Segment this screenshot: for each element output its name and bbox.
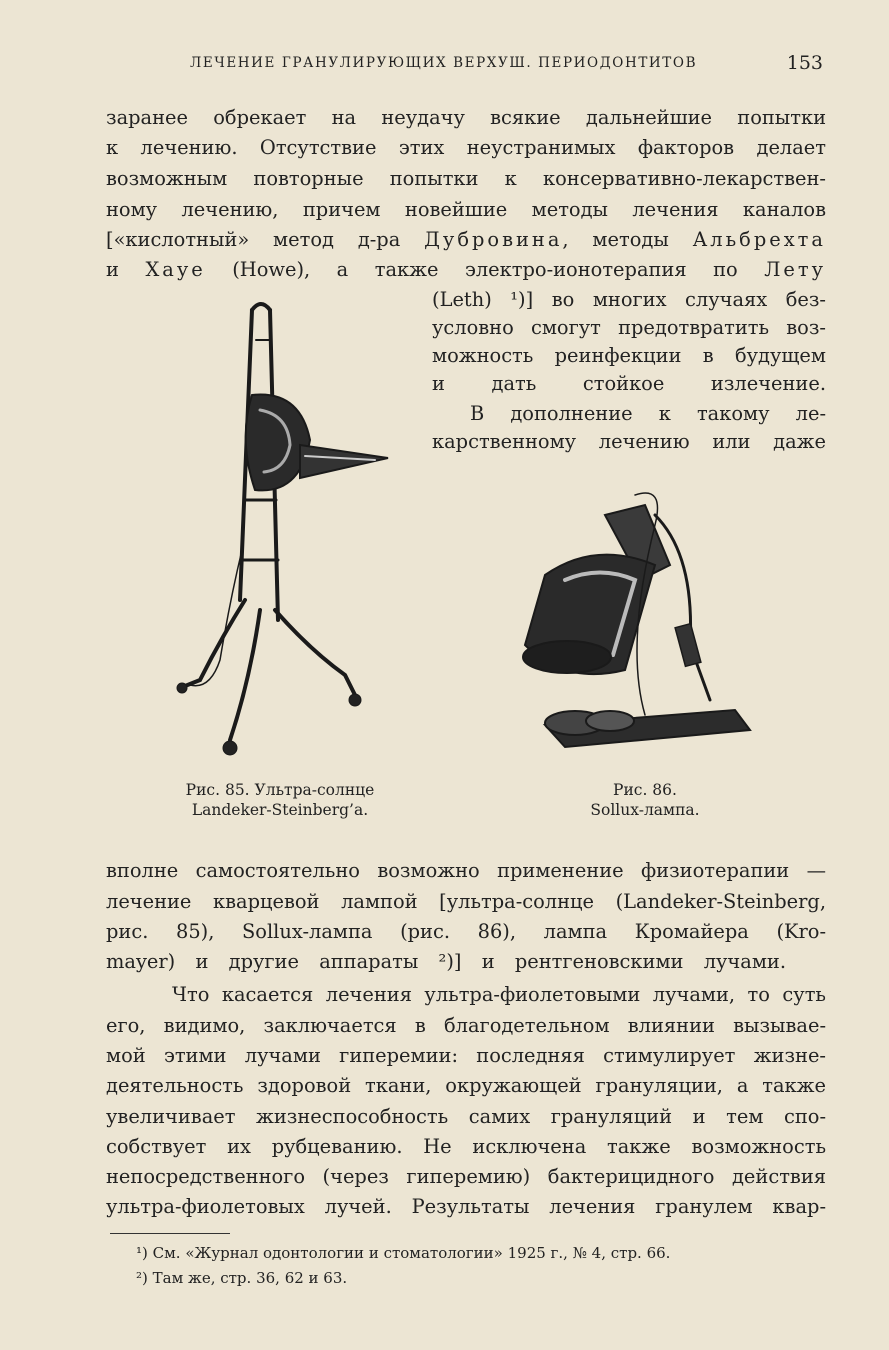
header-title: ЛЕЧЕНИЕ ГРАНУЛИРУЮЩИХ ВЕРХУШ. ПЕРИОДОНТИТОВ: [190, 55, 698, 71]
text-line: рис. 85), Sollux-лампа (рис. 86), лампа Кромайера (Kro-: [106, 920, 826, 943]
text-fragment: (Howe), а также электро-ионотерапия по: [205, 258, 765, 281]
text-line: ультра-фиолетовых лучей. Результаты лечения гранулем квар-: [106, 1195, 826, 1218]
text-line: непосредственного (через гиперемию) бактерицидного действия: [106, 1165, 826, 1188]
text-line: [106, 225, 826, 255]
text-line: Что касается лечения ультра-фиолетовыми лучами, то суть: [172, 983, 826, 1006]
figure-86-caption: [540, 780, 750, 820]
text-line: условно смогут предотвратить воз-: [432, 316, 826, 339]
text-line: [106, 255, 826, 285]
running-header: [110, 48, 823, 78]
text-line: ному лечению, причем новейшие методы лечения каналов: [106, 198, 826, 221]
author-name: Хауе: [145, 258, 206, 281]
text-fragment: и: [106, 258, 146, 281]
caption-line: Рис. 85. Ультра-солнце: [185, 781, 375, 799]
text-line: mayer) и другие аппараты ²)] и рентгеновскими лучами.: [106, 950, 786, 973]
caption-line: Landeker-Steinberg’a.: [191, 801, 369, 819]
page-number: 153: [786, 52, 823, 74]
text-line: В дополнение к такому ле-: [470, 402, 826, 425]
text-line: можность реинфекции в будущем: [432, 344, 826, 367]
figure-85-ultra-sun-lamp: [160, 300, 400, 770]
text-line: его, видимо, заключается в благодетельном влиянии вызывае-: [106, 1014, 826, 1037]
footnote-2: ²) Там же, стр. 36, 62 и 63.: [136, 1269, 348, 1287]
caption-line: Sollux-лампа.: [590, 801, 700, 819]
text-fragment: , методы: [562, 228, 693, 251]
author-name: Дубровина: [424, 228, 563, 251]
text-line: возможным повторные попытки к консервативно-лекарствен-: [106, 167, 826, 190]
text-line: мой этими лучами гиперемии: последняя стимулирует жизне-: [106, 1044, 826, 1067]
caption-line: Рис. 86.: [613, 781, 677, 799]
text-line: собствует их рубцеванию. Не исключена также возможность: [106, 1135, 826, 1158]
footnote-1: ¹) См. «Журнал одонтологии и стоматологии» 1925 г., № 4, стр. 66.: [136, 1244, 671, 1262]
figure-85-caption: [150, 780, 410, 820]
figure-86-sollux-lamp: [505, 485, 765, 775]
author-name: Лету: [764, 258, 826, 281]
text-line: и дать стойкое излечение.: [432, 372, 826, 395]
text-fragment: [«кислотный» метод д-ра: [106, 228, 425, 251]
text-line: деятельность здоровой ткани, окружающей грануляции, а также: [106, 1074, 826, 1097]
text-line: (Leth) ¹)] во многих случаях без-: [432, 288, 826, 311]
footnote-divider: [110, 1233, 230, 1234]
text-line: заранее обрекает на неудачу всякие дальнейшие попытки: [106, 106, 826, 129]
author-name: Альбрехта: [692, 228, 826, 251]
text-line: к лечению. Отсутствие этих неустранимых факторов делает: [106, 136, 826, 159]
text-line: увеличивает жизнеспособность самих грануляций и тем спо-: [106, 1105, 826, 1128]
text-line: карственному лечению или даже: [432, 430, 826, 453]
text-line: вполне самостоятельно возможно применение физиотерапии —: [106, 859, 826, 882]
text-line: лечение кварцевой лампой [ультра-солнце (Landeker-Steinberg,: [106, 890, 826, 913]
